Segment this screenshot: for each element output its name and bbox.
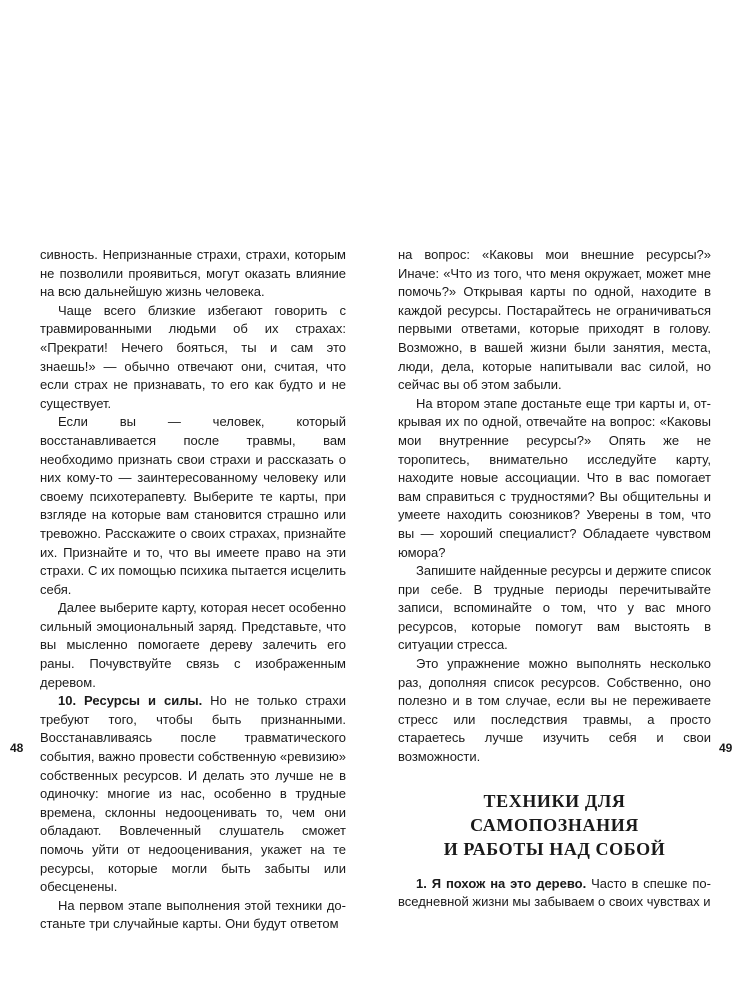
paragraph: Запишите найденные ресурсы и держите список при себе. В трудные периоды перечитывайте записи, вспоминайте о том, что у вас много ресурсов, которые помогут вам выстоять в ситуации стресса. [398, 563, 711, 653]
left-page [40, 246, 346, 934]
right-page [398, 246, 711, 912]
section-heading [398, 789, 711, 861]
paragraph: Это упражнение можно выполнять несколько раз, дополняя список ресурсов. Собственно, оно полезно и в том случае, если вы не переживаете стресс или последствия травмы, а просто стараетесь лучше изучить себя и свои возможности. [398, 656, 711, 765]
paragraph: на вопрос: «Каковы мои внешние ресурсы?» Иначе: «Что из того, что меня окружает, может мне помочь?» Открывая карты по одной, находите в каждой ресурсы. Постарайтесь не ограничиваться первыми ответами, которые приходят в голову. Возможно, в вашей жизни были занятия, места, люди, дела, которые напитывали вас силой, но сейчас вы об этом забыли. [398, 247, 711, 393]
paragraph: Далее выберите карту, которая несет особенно сильный эмоциональный заряд. Представьте, что вы мысленно помогаете дереву залечить его раны. Почувствуйте связь с изображенным деревом. [40, 600, 346, 690]
paragraph-tree [398, 875, 711, 912]
paragraph: На втором этапе достаньте еще три карты и, открывая их по одной, отвечайте на вопрос: «Каковы мои внутренние ресурсы?» Опять же не торопитесь, внимательно исследуйте карту, находите новые ассоциации. Что в вас помогает вам справиться с трудностями? Вы общительны и умеете находить союзников? Уверены в том, что вы — хороший специалист? Обладаете чувством юмора? [398, 395, 711, 560]
paragraph: На первом этапе выполнения этой техники достаньте три случайные карты. Они будут ответом [40, 897, 346, 932]
technique-title: 10. Ресурсы и силы. [58, 693, 203, 709]
section-heading-line1: ТЕХНИКИ ДЛЯ САМОПОЗНАНИЯ [470, 790, 639, 835]
paragraph-text: Часто в спешке повседневной жизни мы забываем о своих чувствах и [398, 875, 711, 910]
technique-title: 1. Я похож на это дерево. [416, 875, 587, 891]
page-number-left: 48 [10, 741, 24, 755]
page-number-right: 49 [719, 741, 733, 755]
section-heading-line2: И РАБОТЫ НАД СОБОЙ [443, 838, 666, 859]
paragraph: Если вы — человек, который восстанавливается после травмы, вам необходимо признать свои страхи и рассказать о них кому-то — заинтересованному человеку или своему психотерапевту. Выберите те карты, при взгляде на которые вам становится страшно или тревожно. Расскажите о своих страхах, признайте их. Признайте и то, что вы имеете право на эти страхи. С их помощью психика пытается исцелить себя. [40, 414, 346, 597]
paragraph-text: Но не только страхи требуют того, чтобы быть признанными. Восстанавливаясь после травматического события, важно провести собственную «ревизию» собственных ресурсов. И делать это лучше не в одиночку: многие из нас, особенно в трудные времена, склонны недооценивать то, чем они обладают. Вовлеченный слушатель сможет помочь уйти от недооценивания, укажет на те ресурсы, которые могли быть забыты или обесценены. [40, 693, 347, 895]
paragraph: сивность. Непризнанные страхи, страхи, которым не позволили проявиться, могут оказать влияние на всю дальнейшую жизнь человека. [40, 247, 346, 300]
paragraph: Чаще всего близкие избегают говорить с травмированными людьми об их страхах: «Прекрати! Нечего бояться, ты и сам это знаешь!» — обычно отвечают они, считая, что если страх не признавать, то его как будто и не существует. [40, 302, 346, 411]
paragraph-resources [40, 692, 346, 897]
